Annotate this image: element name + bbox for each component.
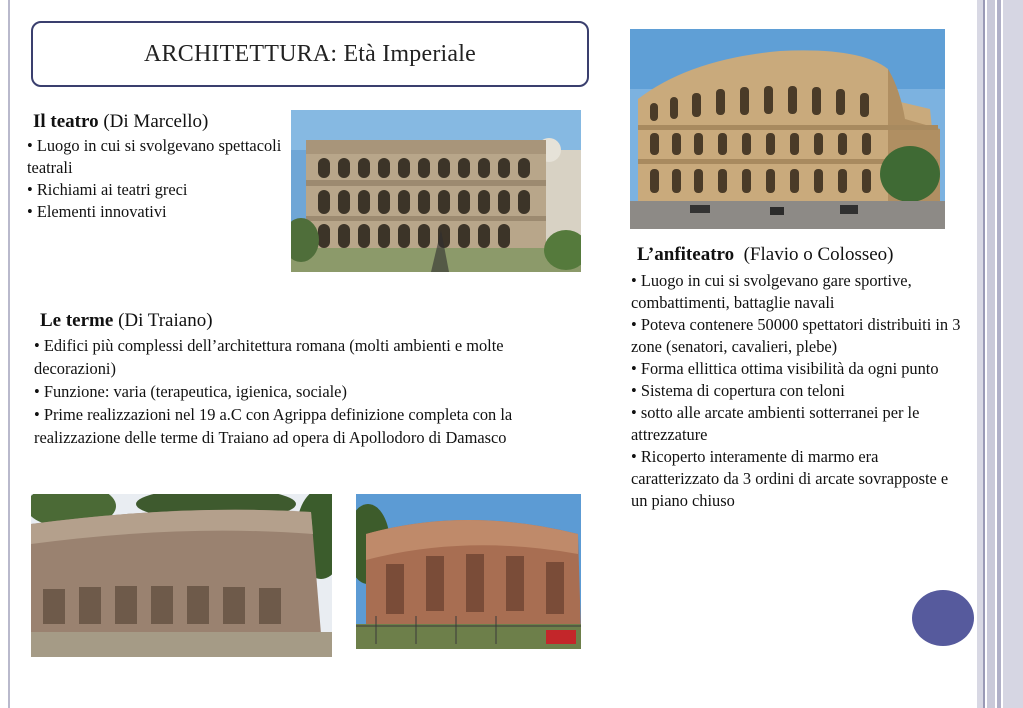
anfiteatro-bullet: • Luogo in cui si svolgevano gare sportive, combattimenti, battaglie navali (631, 271, 912, 312)
colosseo-photo (630, 29, 945, 229)
terme-bullet: • Funzione: varia (terapeutica, igienica, sociale) (34, 382, 347, 401)
anfiteatro-heading-bold: L’anfiteatro (637, 244, 735, 265)
decorative-circle (912, 590, 974, 646)
terme-bullet: • Edifici più complessi dell’architettura romana (molti ambienti e molte decorazioni) (34, 336, 504, 378)
anfiteatro-section (631, 243, 966, 512)
anfiteatro-bullet: • Ricoperto interamente di marmo era caratterizzato da 3 ordini di arcate sovrapposte e un piano chiuso (631, 447, 949, 510)
teatro-heading-bold: Il teatro (33, 111, 99, 132)
teatro-heading-rest: (Di Marcello) (98, 111, 209, 132)
teatro-marcello-photo (291, 110, 581, 272)
terme-traiano-photo-ruins (356, 494, 581, 649)
anfiteatro-bullet: • Forma ellittica ottima visibilità da ogni punto (631, 359, 939, 378)
left-border-line (8, 0, 10, 708)
anfiteatro-heading (631, 243, 966, 267)
teatro-bullet: • Richiami ai teatri greci (27, 180, 188, 199)
terme-heading (34, 309, 582, 333)
slide-title (31, 21, 589, 87)
teatro-bullet: • Elementi innovativi (27, 202, 167, 221)
right-decorative-bars (977, 0, 1023, 708)
anfiteatro-bullet: • Sistema di copertura con teloni (631, 381, 845, 400)
anfiteatro-bullet: • Poteva contenere 50000 spettatori distribuiti in 3 zone (senatori, cavalieri, plebe) (631, 315, 961, 356)
teatro-bullet: • Luogo in cui si svolgevano spettacoli teatrali (27, 136, 282, 177)
terme-bullet: • Prime realizzazioni nel 19 a.C con Agrippa definizione completa con la realizzazione delle terme di Traiano ad opera di Apollodoro di Damasco (34, 405, 513, 447)
teatro-section (27, 110, 282, 223)
slide-title-text: ARCHITETTURA: Età Imperiale (144, 40, 476, 67)
terme-heading-rest: (Di Traiano) (113, 310, 213, 331)
anfiteatro-heading-rest: (Flavio o Colosseo) (734, 244, 894, 265)
anfiteatro-bullet: • sotto alle arcate ambienti sotterranei per le attrezzature (631, 403, 920, 444)
terme-traiano-photo-exedra (31, 494, 332, 657)
terme-section (34, 309, 582, 449)
teatro-heading (27, 110, 282, 134)
terme-heading-bold: Le terme (40, 310, 114, 331)
